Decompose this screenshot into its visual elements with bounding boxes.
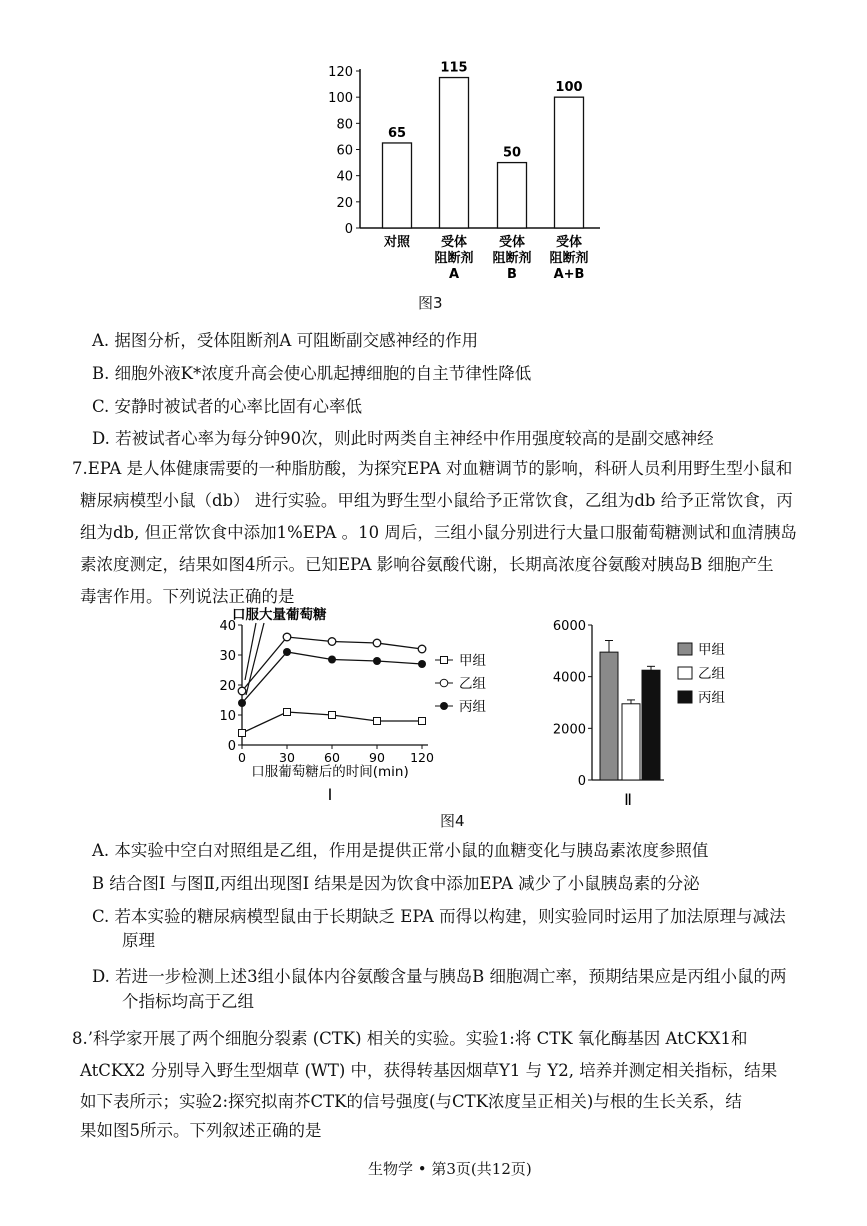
q7-option-b: B 结合图I 与图Ⅱ,丙组出现图I 结果是因为饮食中添加EPA 减少了小鼠胰岛素的分泌 bbox=[92, 874, 700, 893]
fig4-panel1-chart bbox=[180, 605, 500, 805]
category-label: 阻断剂 bbox=[549, 251, 589, 266]
y-tick-label: 40 bbox=[219, 619, 236, 634]
category-label: 阻断剂 bbox=[492, 251, 532, 266]
bar bbox=[622, 704, 640, 780]
legend-swatch bbox=[678, 643, 692, 655]
bar bbox=[440, 78, 469, 228]
q6-option-d: D. 若被试者心率为每分钟90次，则此时两类自主神经中作用强度较高的是副交感神经 bbox=[92, 429, 714, 448]
legend-label: 甲组 bbox=[698, 642, 725, 658]
bar bbox=[383, 143, 412, 228]
category-label: A bbox=[448, 267, 460, 282]
legend-marker bbox=[441, 657, 448, 664]
q8-stem-line: AtCKX2 分别导入野生型烟草 (WT) 中，获得转基因烟草Y1 与 Y2, 培养并测定相关指标，结果 bbox=[80, 1061, 778, 1080]
panel-label: Ⅱ bbox=[624, 790, 632, 807]
q7-option-a: A. 本实验中空白对照组是乙组，作用是提供正常小鼠的血糖变化与胰岛素浓度参照值 bbox=[92, 841, 709, 860]
data-label: 50 bbox=[502, 145, 522, 161]
fig3-chart bbox=[300, 50, 620, 290]
q7-option-d: D. 若进一步检测上述3组小鼠体内谷氨酸含量与胰岛B 细胞凋亡率，预期结果应是丙组小鼠的两 bbox=[92, 967, 787, 986]
bar bbox=[642, 670, 660, 780]
y-tick-label: 4000 bbox=[552, 670, 586, 686]
annotation-arrow bbox=[245, 623, 256, 680]
data-point bbox=[238, 687, 246, 695]
x-axis-label: 口服葡萄糖后的时间(min) bbox=[251, 764, 409, 780]
data-point bbox=[418, 645, 426, 653]
legend-label: 丙组 bbox=[459, 699, 486, 715]
q6-option-c: C. 安静时被试者的心率比固有心率低 bbox=[92, 397, 363, 416]
data-point bbox=[373, 639, 381, 647]
data-point bbox=[373, 657, 381, 665]
x-tick-label: 60 bbox=[324, 750, 340, 765]
data-point bbox=[284, 709, 291, 716]
category-label: A+B bbox=[553, 267, 585, 282]
q7-option-c-cont: 原理 bbox=[122, 931, 155, 950]
data-point bbox=[239, 730, 246, 737]
category-label: B bbox=[507, 267, 517, 282]
legend-swatch bbox=[678, 691, 692, 703]
category-label: 对照 bbox=[383, 235, 411, 250]
y-tick-label: 30 bbox=[219, 649, 236, 664]
y-tick-label: 80 bbox=[336, 117, 353, 133]
q7-option-c: C. 若本实验的糖尿病模型鼠由于长期缺乏 EPA 而得以构建，则实验同时运用了加法原理与减法 bbox=[92, 907, 786, 926]
legend-label: 丙组 bbox=[698, 690, 725, 706]
x-tick-label: 120 bbox=[410, 750, 434, 765]
legend-label: 乙组 bbox=[459, 676, 486, 692]
y-tick-label: 60 bbox=[336, 143, 353, 159]
legend-swatch bbox=[678, 667, 692, 679]
y-tick-label: 0 bbox=[577, 774, 586, 789]
data-point bbox=[283, 633, 291, 641]
x-tick-label: 30 bbox=[279, 750, 295, 765]
fig3-caption: 图3 bbox=[418, 294, 443, 312]
bar bbox=[600, 652, 618, 780]
q7-stem-line: 糖尿病模型小鼠（db） 进行实验。甲组为野生型小鼠给予正常饮食，乙组为db 给予正常饮食，丙 bbox=[80, 491, 793, 510]
q7-stem-line: 组为db, 但正常饮食中添加1%EPA 。10 周后，三组小鼠分别进行大量口服葡萄糖测试和血清胰岛 bbox=[80, 523, 797, 542]
legend-marker bbox=[440, 702, 448, 710]
data-point bbox=[418, 660, 426, 668]
data-label: 100 bbox=[555, 80, 583, 96]
q7-stem-line: 素浓度测定，结果如图4所示。已知EPA 影响谷氨酸代谢，长期高浓度谷氨酸对胰岛B 细胞产生 bbox=[80, 555, 774, 574]
page-footer: 生物学 • 第3页(共12页) bbox=[368, 1160, 532, 1178]
q7-stem-line: 7.EPA 是人体健康需要的一种脂肪酸，为探究EPA 对血糖调节的影响，科研人员利用野生型小鼠和 bbox=[72, 459, 793, 478]
q8-stem-line: 果如图5所示。下列叙述正确的是 bbox=[80, 1121, 322, 1140]
data-point bbox=[238, 699, 246, 707]
data-label: 65 bbox=[387, 125, 407, 141]
data-point bbox=[419, 718, 426, 725]
q7-stem-line: 毒害作用。下列说法正确的是 bbox=[80, 587, 295, 606]
data-point bbox=[329, 712, 336, 719]
data-point bbox=[374, 718, 381, 725]
x-tick-label: 90 bbox=[369, 750, 385, 765]
annotation: 口服大量葡萄糖 bbox=[232, 607, 327, 623]
q7-option-d-cont: 个指标均高于乙组 bbox=[122, 992, 254, 1011]
fig4-caption: 图4 bbox=[440, 812, 465, 830]
y-tick-label: 0 bbox=[227, 739, 236, 754]
x-tick-label: 0 bbox=[238, 750, 246, 765]
data-label: 115 bbox=[440, 60, 468, 76]
q8-stem-line: 如下表所示；实验2:探究拟南芥CTK的信号强度(与CTK浓度呈正相关)与根的生长关系，结 bbox=[80, 1092, 742, 1111]
y-tick-label: 20 bbox=[336, 195, 353, 211]
panel-label: Ⅰ bbox=[327, 785, 333, 804]
q6-option-a: A. 据图分析，受体阻断剂A 可阻断副交感神经的作用 bbox=[92, 331, 479, 350]
fig4-panel2-chart bbox=[530, 612, 760, 807]
bar bbox=[555, 97, 584, 228]
y-tick-label: 40 bbox=[336, 169, 353, 185]
data-point bbox=[283, 648, 291, 656]
q6-option-b: B. 细胞外液K*浓度升高会使心肌起搏细胞的自主节律性降低 bbox=[92, 364, 532, 383]
legend-label: 乙组 bbox=[698, 666, 725, 682]
y-tick-label: 120 bbox=[328, 65, 353, 80]
bar bbox=[498, 163, 527, 228]
legend-label: 甲组 bbox=[459, 653, 486, 669]
y-tick-label: 0 bbox=[344, 222, 353, 237]
category-label: 阻断剂 bbox=[434, 251, 474, 266]
data-point bbox=[328, 638, 336, 646]
y-tick-label: 100 bbox=[328, 91, 353, 107]
y-tick-label: 2000 bbox=[552, 722, 586, 738]
category-label: 受体 bbox=[498, 235, 526, 250]
q8-stem-line: 8.’科学家开展了两个细胞分裂素 (CTK) 相关的实验。实验1:将 CTK 氧化酶基因 AtCKX1和 bbox=[72, 1029, 748, 1048]
y-tick-label: 6000 bbox=[552, 619, 586, 634]
y-tick-label: 20 bbox=[219, 679, 236, 694]
data-point bbox=[328, 656, 336, 664]
y-tick-label: 10 bbox=[219, 709, 236, 724]
category-label: 受体 bbox=[440, 235, 468, 250]
category-label: 受体 bbox=[555, 235, 583, 250]
legend-marker bbox=[440, 679, 448, 687]
